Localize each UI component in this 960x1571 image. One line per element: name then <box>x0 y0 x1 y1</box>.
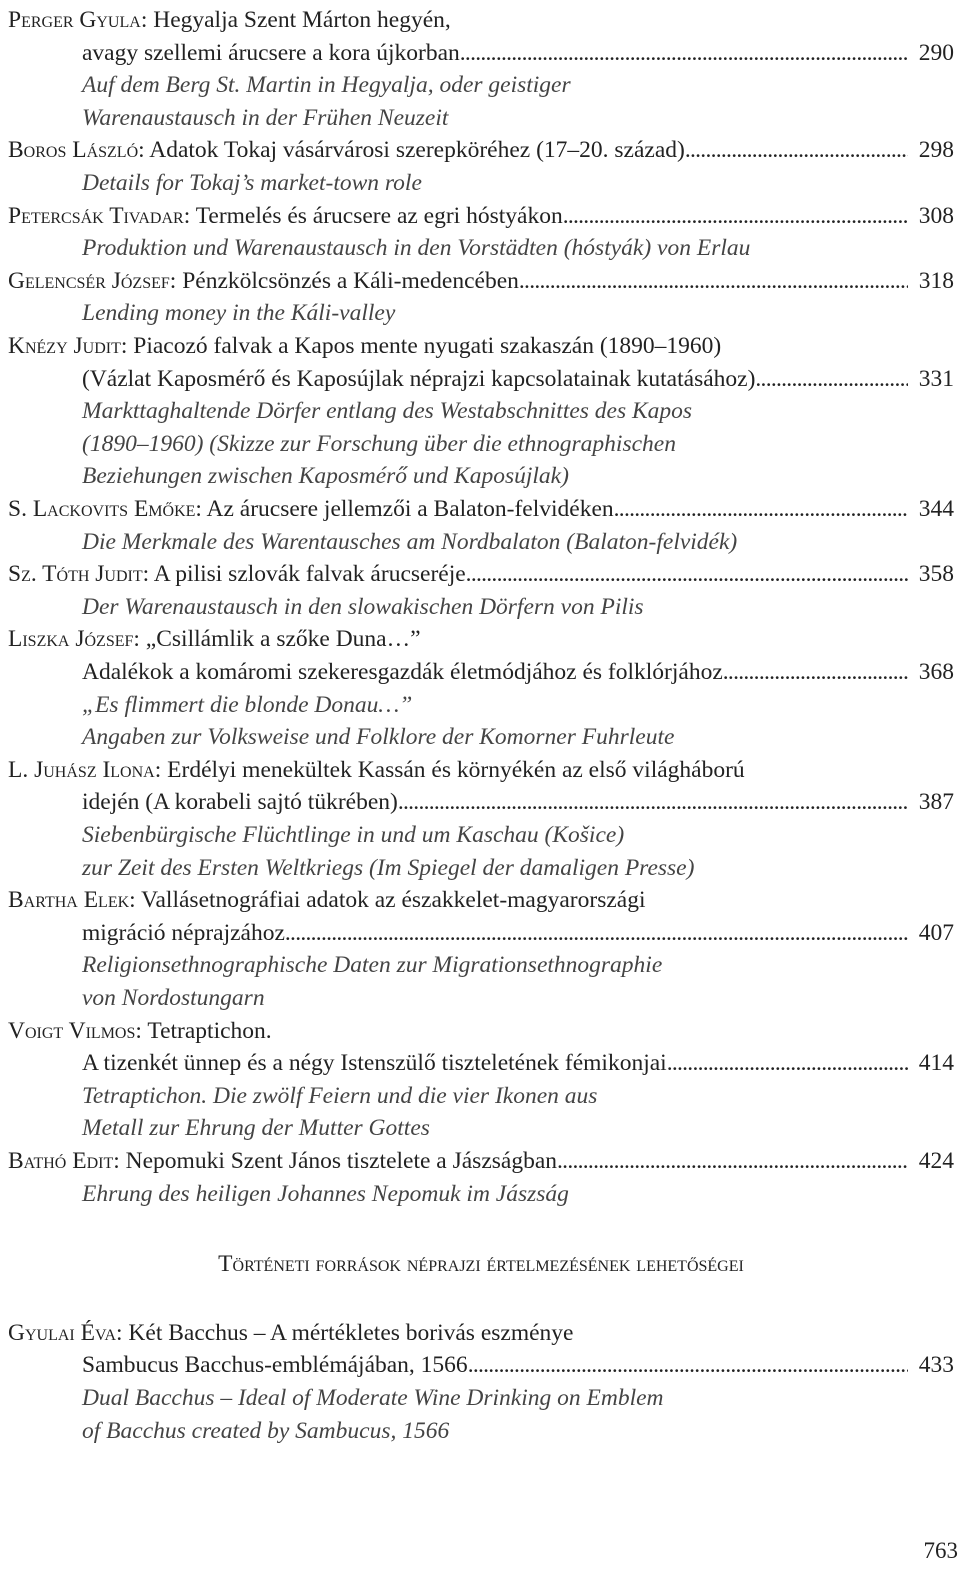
entry-title: Nepomuki Szent János tisztelete a Jászságban <box>125 1148 558 1174</box>
entry-title-wrap <box>82 1047 667 1079</box>
entry-title: Adatok Tokaj vásárvárosi szerepköréhez (17–20. század) <box>149 137 685 164</box>
leader-dots <box>398 786 908 818</box>
leader-dots <box>557 1145 908 1177</box>
leader-dots <box>519 265 908 297</box>
section-heading: Történeti források néprajzi értelmezésének lehetőségei <box>218 1251 744 1278</box>
entry-translation: Markttaghaltende Dörfer entlang des Westabschnittes des Kapos <box>82 398 693 425</box>
entry-page: 424 <box>918 1148 954 1174</box>
toc-entry-line <box>8 493 954 525</box>
entry-title: (Vázlat Kaposmérő és Kaposújlak néprajzi kapcsolatainak kutatásához) <box>82 365 756 392</box>
entry-author: Sz. Tóth Judit <box>8 561 143 588</box>
entry-translation: zur Zeit des Ersten Weltkriegs (Im Spiegel der damaligen Presse) <box>82 854 695 881</box>
toc-entry-line <box>82 917 954 949</box>
toc-entry-line <box>8 134 954 166</box>
leader-dots <box>563 200 908 232</box>
entry-title-wrap <box>82 363 755 395</box>
leader-dots <box>285 917 908 949</box>
entry-author: Bathó Edit <box>8 1148 114 1174</box>
entry-title-wrap: Liszka József: „Csillámlik a szőke Duna…” <box>8 626 421 653</box>
entry-title: Pénzkölcsönzés a Káli-medencében <box>182 267 519 294</box>
entry-title-wrap: Bathó Edit: Nepomuki Szent János tisztelete a Jászságban <box>8 1148 558 1174</box>
entry-author: Petercsák Tivadar <box>8 202 184 229</box>
entry-page: 318 <box>918 267 954 294</box>
entry-author: L. Juhász Ilona <box>8 756 155 783</box>
leader-dots <box>614 493 908 525</box>
toc-entry-line <box>8 884 954 916</box>
entry-title-wrap: Petercsák Tivadar: Termelés és árucsere az egri hóstyákon <box>8 202 563 229</box>
entry-title-wrap <box>82 786 398 818</box>
toc-entry-line <box>82 363 954 395</box>
entry-translation: Dual Bacchus – Ideal of Moderate Wine Drinking on Emblem <box>82 1385 664 1411</box>
entry-page: 387 <box>918 789 954 816</box>
entry-page: 344 <box>918 496 954 522</box>
entry-author: Liszka József <box>8 626 134 653</box>
entry-title: A pilisi szlovák falvak árucseréje <box>153 561 466 588</box>
entry-title: Sambucus Bacchus-emblémájában, 1566 <box>82 1352 468 1379</box>
entry-translation: Auf dem Berg St. Martin in Hegyalja, oder geistiger <box>82 72 571 99</box>
leader-dots <box>466 558 908 590</box>
entry-title-wrap <box>82 656 723 688</box>
entry-translation: (1890–1960) (Skizze zur Forschung über die ethnographischen <box>82 430 676 457</box>
entry-title-wrap: Gyulai Éva: Két Bacchus – A mértékletes borivás eszménye <box>8 1319 574 1346</box>
entry-translation: Die Merkmale des Warentausches am Nordbalaton (Balaton-felvidék) <box>82 528 738 555</box>
entry-title: „Csillámlik a szőke Duna…” <box>145 626 421 653</box>
entry-title-wrap: Voigt Vilmos: Tetraptichon. <box>8 1017 272 1044</box>
toc-entry-line <box>8 754 954 786</box>
entry-translation: Lending money in the Káli-valley <box>82 300 396 327</box>
entry-translation: Siebenbürgische Flüchtlinge in und um Kaschau (Košice) <box>82 822 625 848</box>
entry-title: Tetraptichon. <box>147 1017 272 1044</box>
toc-entry-line <box>8 265 954 297</box>
entry-translation: Beziehungen zwischen Kaposmérő und Kaposújlak) <box>82 463 569 490</box>
entry-title: Két Bacchus – A mértékletes borivás eszménye <box>128 1319 574 1346</box>
entry-author: S. Lackovits Emőke <box>8 496 196 522</box>
entry-title: idején (A korabeli sajtó tükrében) <box>82 789 398 816</box>
entry-title: Hegyalja Szent Márton hegyén, <box>153 7 451 33</box>
entry-translation: Religionsethnographische Daten zur Migrationsethnographie <box>82 952 663 979</box>
toc-entry-line <box>8 4 954 36</box>
leader-dots <box>685 134 908 166</box>
entry-title-wrap: Sz. Tóth Judit: A pilisi szlovák falvak árucseréje <box>8 561 466 588</box>
entry-author: Boros László <box>8 137 139 164</box>
leader-dots <box>468 1349 908 1381</box>
toc-entry-line <box>82 656 954 688</box>
entry-page: 290 <box>918 39 954 66</box>
entry-title-wrap <box>82 917 285 949</box>
entry-page: 368 <box>918 659 954 685</box>
toc-entry-line <box>82 1349 954 1381</box>
entry-title-wrap: Bartha Elek: Vallásetnográfiai adatok az északkelet-magyarországi <box>8 887 646 914</box>
entry-page: 433 <box>918 1352 954 1379</box>
entry-title-wrap: S. Lackovits Emőke: Az árucsere jellemzői a Balaton-felvidéken <box>8 496 614 522</box>
toc-entry-line <box>82 37 954 69</box>
toc-entry-line <box>8 330 954 362</box>
entry-page: 358 <box>918 561 954 588</box>
entry-page: 308 <box>918 202 954 229</box>
entry-page: 298 <box>918 137 954 164</box>
entry-title: A tizenkét ünnep és a négy Istenszülő tiszteletének fémikonjai <box>82 1050 667 1077</box>
entry-translation: Ehrung des heiligen Johannes Nepomuk im Jászság <box>82 1180 569 1207</box>
toc-entry-line <box>8 200 954 232</box>
entry-title-wrap: Gelencsér József: Pénzkölcsönzés a Káli-medencében <box>8 267 519 294</box>
entry-author: Knézy Judit <box>8 333 121 359</box>
entry-translation: Angaben zur Volksweise und Folklore der Komorner Fuhrleute <box>82 724 675 751</box>
entry-title-wrap <box>82 1349 468 1381</box>
entry-title-wrap: Knézy Judit: Piacozó falvak a Kapos mente nyugati szakaszán (1890–1960) <box>8 333 722 359</box>
entry-author: Gyulai Éva <box>8 1319 117 1346</box>
entry-title: Piacozó falvak a Kapos mente nyugati szakaszán (1890–1960) <box>133 333 722 359</box>
entry-translation: Warenaustausch in der Frühen Neuzeit <box>82 104 449 131</box>
entry-title-wrap: L. Juhász Ilona: Erdélyi menekültek Kassán és környékén az első világháború <box>8 756 745 783</box>
entry-title: Az árucsere jellemzői a Balaton-felvidéken <box>206 496 614 522</box>
entry-title-wrap <box>82 37 460 69</box>
entry-page: 407 <box>918 919 954 946</box>
leader-dots <box>460 37 908 69</box>
entry-translation: von Nordostungarn <box>82 985 265 1011</box>
leader-dots <box>723 656 908 688</box>
entry-title-wrap: Perger Gyula: Hegyalja Szent Márton hegyén, <box>8 7 451 33</box>
entry-translation: Tetraptichon. Die zwölf Feiern und die vier Ikonen aus <box>82 1082 598 1109</box>
entry-title: Termelés és árucsere az egri hóstyákon <box>195 202 563 229</box>
entry-translation: Produktion und Warenaustausch in den Vorstädten (hóstyák) von Erlau <box>82 235 751 262</box>
entry-translation: Metall zur Ehrung der Mutter Gottes <box>82 1115 430 1142</box>
toc-entry-line <box>8 1145 954 1177</box>
entry-title: Adalékok a komáromi szekeresgazdák életmódjához és folklórjához <box>82 659 723 685</box>
entry-author: Perger Gyula <box>8 7 141 33</box>
entry-translation: „Es flimmert die blonde Donau…” <box>82 691 413 718</box>
entry-title: Erdélyi menekültek Kassán és környékén az első világháború <box>167 756 745 783</box>
toc-entry-line <box>82 1047 954 1079</box>
entry-translation: Details for Tokaj’s market-town role <box>82 170 422 196</box>
entry-title-wrap: Boros László: Adatok Tokaj vásárvárosi szerepköréhez (17–20. század) <box>8 137 685 164</box>
leader-dots <box>667 1047 908 1079</box>
entry-translation: of Bacchus created by Sambucus, 1566 <box>82 1417 450 1444</box>
entry-author: Voigt Vilmos <box>8 1017 136 1044</box>
leader-dots <box>755 363 908 395</box>
toc-entry-line <box>82 786 954 818</box>
entry-title: Vallásetnográfiai adatok az északkelet-magyarországi <box>141 887 646 914</box>
entry-translation: Der Warenaustausch in den slowakischen Dörfern von Pilis <box>82 593 644 620</box>
entry-page: 331 <box>918 365 954 392</box>
toc-entry-line <box>8 623 954 655</box>
toc-entry-line <box>8 558 954 590</box>
page-number: 763 <box>923 1538 958 1563</box>
entry-author: Gelencsér József <box>8 267 170 294</box>
entry-page: 414 <box>918 1050 954 1077</box>
entry-author: Bartha Elek <box>8 887 130 914</box>
entry-title: migráció néprajzához <box>82 919 285 946</box>
toc-entry-line <box>8 1015 954 1047</box>
toc-entry-line <box>8 1317 954 1349</box>
entry-title: avagy szellemi árucsere a kora újkorban <box>82 39 460 66</box>
